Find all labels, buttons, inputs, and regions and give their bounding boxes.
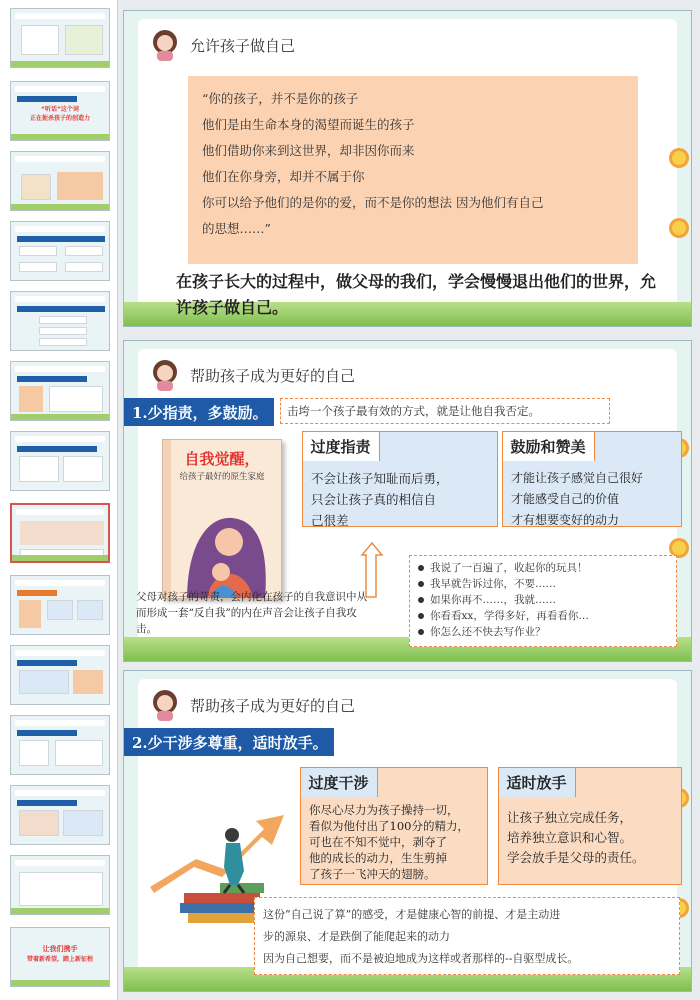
bullet-icon	[418, 581, 424, 587]
quote-line: 他们在你身旁，却并不属于你	[202, 169, 365, 184]
card-line: 了孩子一飞冲天的翅膀。	[309, 867, 436, 881]
section-heading: 2.少干涉多尊重，适时放手。	[124, 728, 334, 756]
bullet-icon	[418, 597, 424, 603]
slide-thumbnail-3[interactable]	[10, 151, 110, 211]
over-criticism-card	[302, 431, 498, 527]
list-item-text: 你怎么还不快去写作业？	[430, 626, 546, 638]
section-heading: 1.少指责，多鼓励。	[124, 398, 274, 426]
slide-thumbnail-rail[interactable]	[0, 0, 118, 1000]
conclusion-note	[254, 897, 680, 975]
slide-thumbnail-8[interactable]	[10, 503, 110, 563]
slide-thumbnail-1[interactable]	[10, 8, 110, 68]
quote-box	[188, 76, 638, 264]
slide-title: 帮助孩子成为更好的自己	[190, 367, 356, 385]
thumbnail-text: “听话”这个词	[41, 106, 79, 113]
card-line: 看似为他付出了100分的精力，	[309, 819, 469, 833]
note-line: 步的源泉、才是跌倒了能爬起来的动力	[263, 930, 450, 943]
list-item-text: 你看看xx，学得多好，再看看你…	[430, 610, 589, 622]
card-line: 你尽心尽力为孩子操持一切，	[309, 803, 459, 817]
slide-thumbnail-6[interactable]	[10, 361, 110, 421]
book-title: 自我觉醒，	[184, 450, 260, 468]
flower-decoration	[672, 151, 686, 165]
encouragement-card	[502, 431, 682, 527]
quote-line: 他们是由生命本身的渴望而诞生的孩子	[202, 117, 415, 132]
card-line: 培养独立意识和心智。	[507, 830, 633, 845]
card-line: 学会放手是父母的责任。	[507, 850, 645, 865]
summary-text: 在孩子长大的过程中，做父母的我们，学会慢慢退出他们的世界，允许孩子做自己。	[176, 272, 657, 317]
list-item	[418, 592, 668, 608]
card-line: 只会让孩子真的相信自	[311, 492, 437, 507]
slide-thumbnail-11[interactable]	[10, 715, 110, 775]
card-line: 让孩子独立完成任务，	[507, 810, 633, 825]
card-line: 己很差	[311, 513, 349, 528]
slide-less-interference[interactable]	[123, 670, 692, 992]
card-label: 鼓励和赞美	[502, 431, 595, 461]
card-line: 可也在不知不觉中，剥夺了	[309, 835, 447, 849]
card-label: 过度干涉	[300, 767, 378, 797]
flower-decoration	[672, 541, 686, 555]
criticism-paragraph: 父母对孩子的苛责，会内化在孩子的自我意识中从而形成一套“反自我”的内在声音会让孩子自我攻击。	[136, 591, 367, 635]
quote-line: “你的孩子，并不是你的孩子	[202, 91, 359, 106]
quote-line: 的思想……”	[202, 221, 271, 236]
girl-avatar-icon	[150, 27, 180, 61]
bullet-icon	[418, 565, 424, 571]
list-item	[418, 624, 668, 640]
card-line: 才有想要变好的动力	[511, 513, 620, 527]
let-go-card	[498, 767, 682, 885]
slide-thumbnail-2[interactable]	[10, 81, 110, 141]
slide-thumbnail-12[interactable]	[10, 785, 110, 845]
card-line: 才能感受自己的价值	[511, 492, 620, 506]
card-line: 不会让孩子知耻而后勇，	[311, 471, 449, 486]
slide-thumbnail-13[interactable]	[10, 855, 110, 915]
card-label: 过度指责	[302, 431, 380, 461]
thumbnail-text: 带着新希望，踏上新征程	[26, 956, 93, 963]
list-item-text: 我早就告诉过你，不要……	[430, 578, 556, 590]
bullet-icon	[418, 613, 424, 619]
slide-title: 允许孩子做自己	[190, 37, 296, 55]
list-item	[418, 560, 668, 576]
book-cover-image	[162, 439, 282, 599]
thumbnail-text: 正在扼杀孩子的创造力	[29, 115, 90, 122]
criticism-examples-list	[409, 555, 677, 647]
slide-thumbnail-10[interactable]	[10, 645, 110, 705]
quote-line: 他们借助你来到这世界，却非因你而来	[202, 143, 415, 158]
list-item	[418, 608, 668, 624]
flower-decoration	[672, 221, 686, 235]
slide-less-criticism[interactable]	[123, 340, 692, 662]
list-item	[418, 576, 668, 592]
list-item-text: 如果你再不……，我就……	[430, 594, 556, 606]
note-line: 因为自己想要，而不是被迫地成为这样或者那样的--自驱型成长。	[263, 952, 579, 965]
girl-avatar-icon	[150, 357, 180, 391]
book-subtitle: 给孩子最好的原生家庭	[179, 472, 265, 482]
slide-allow-child-be-themselves[interactable]	[123, 10, 692, 327]
quote-line: 你可以给予他们的是你的爱，而不是你的想法 因为他们有自己	[202, 195, 544, 210]
card-label: 适时放手	[498, 767, 576, 797]
card-line: 才能让孩子感觉自己很好	[511, 471, 644, 485]
girl-avatar-icon	[150, 687, 180, 721]
card-line: 他的成长的动力，生生剪掉	[309, 851, 447, 865]
slide-thumbnail-4[interactable]	[10, 221, 110, 281]
slide-thumbnail-7[interactable]	[10, 431, 110, 491]
over-interference-card	[300, 767, 488, 885]
section-note: 击垮一个孩子最有效的方式，就是让他自我否定。	[280, 398, 610, 424]
bullet-icon	[418, 629, 424, 635]
slide-title: 帮助孩子成为更好的自己	[190, 697, 356, 715]
mother-child-illustration	[177, 506, 273, 599]
slide-thumbnail-9[interactable]	[10, 575, 110, 635]
note-line: 这份“自己说了算”的感受，才是健康心智的前提、才是主动进	[263, 908, 561, 921]
thumbnail-text: 让我们携手	[42, 945, 78, 953]
slide-thumbnail-5[interactable]	[10, 291, 110, 351]
slide-thumbnail-14[interactable]	[10, 927, 110, 987]
list-item-text: 我说了一百遍了，收起你的玩具！	[430, 562, 588, 574]
